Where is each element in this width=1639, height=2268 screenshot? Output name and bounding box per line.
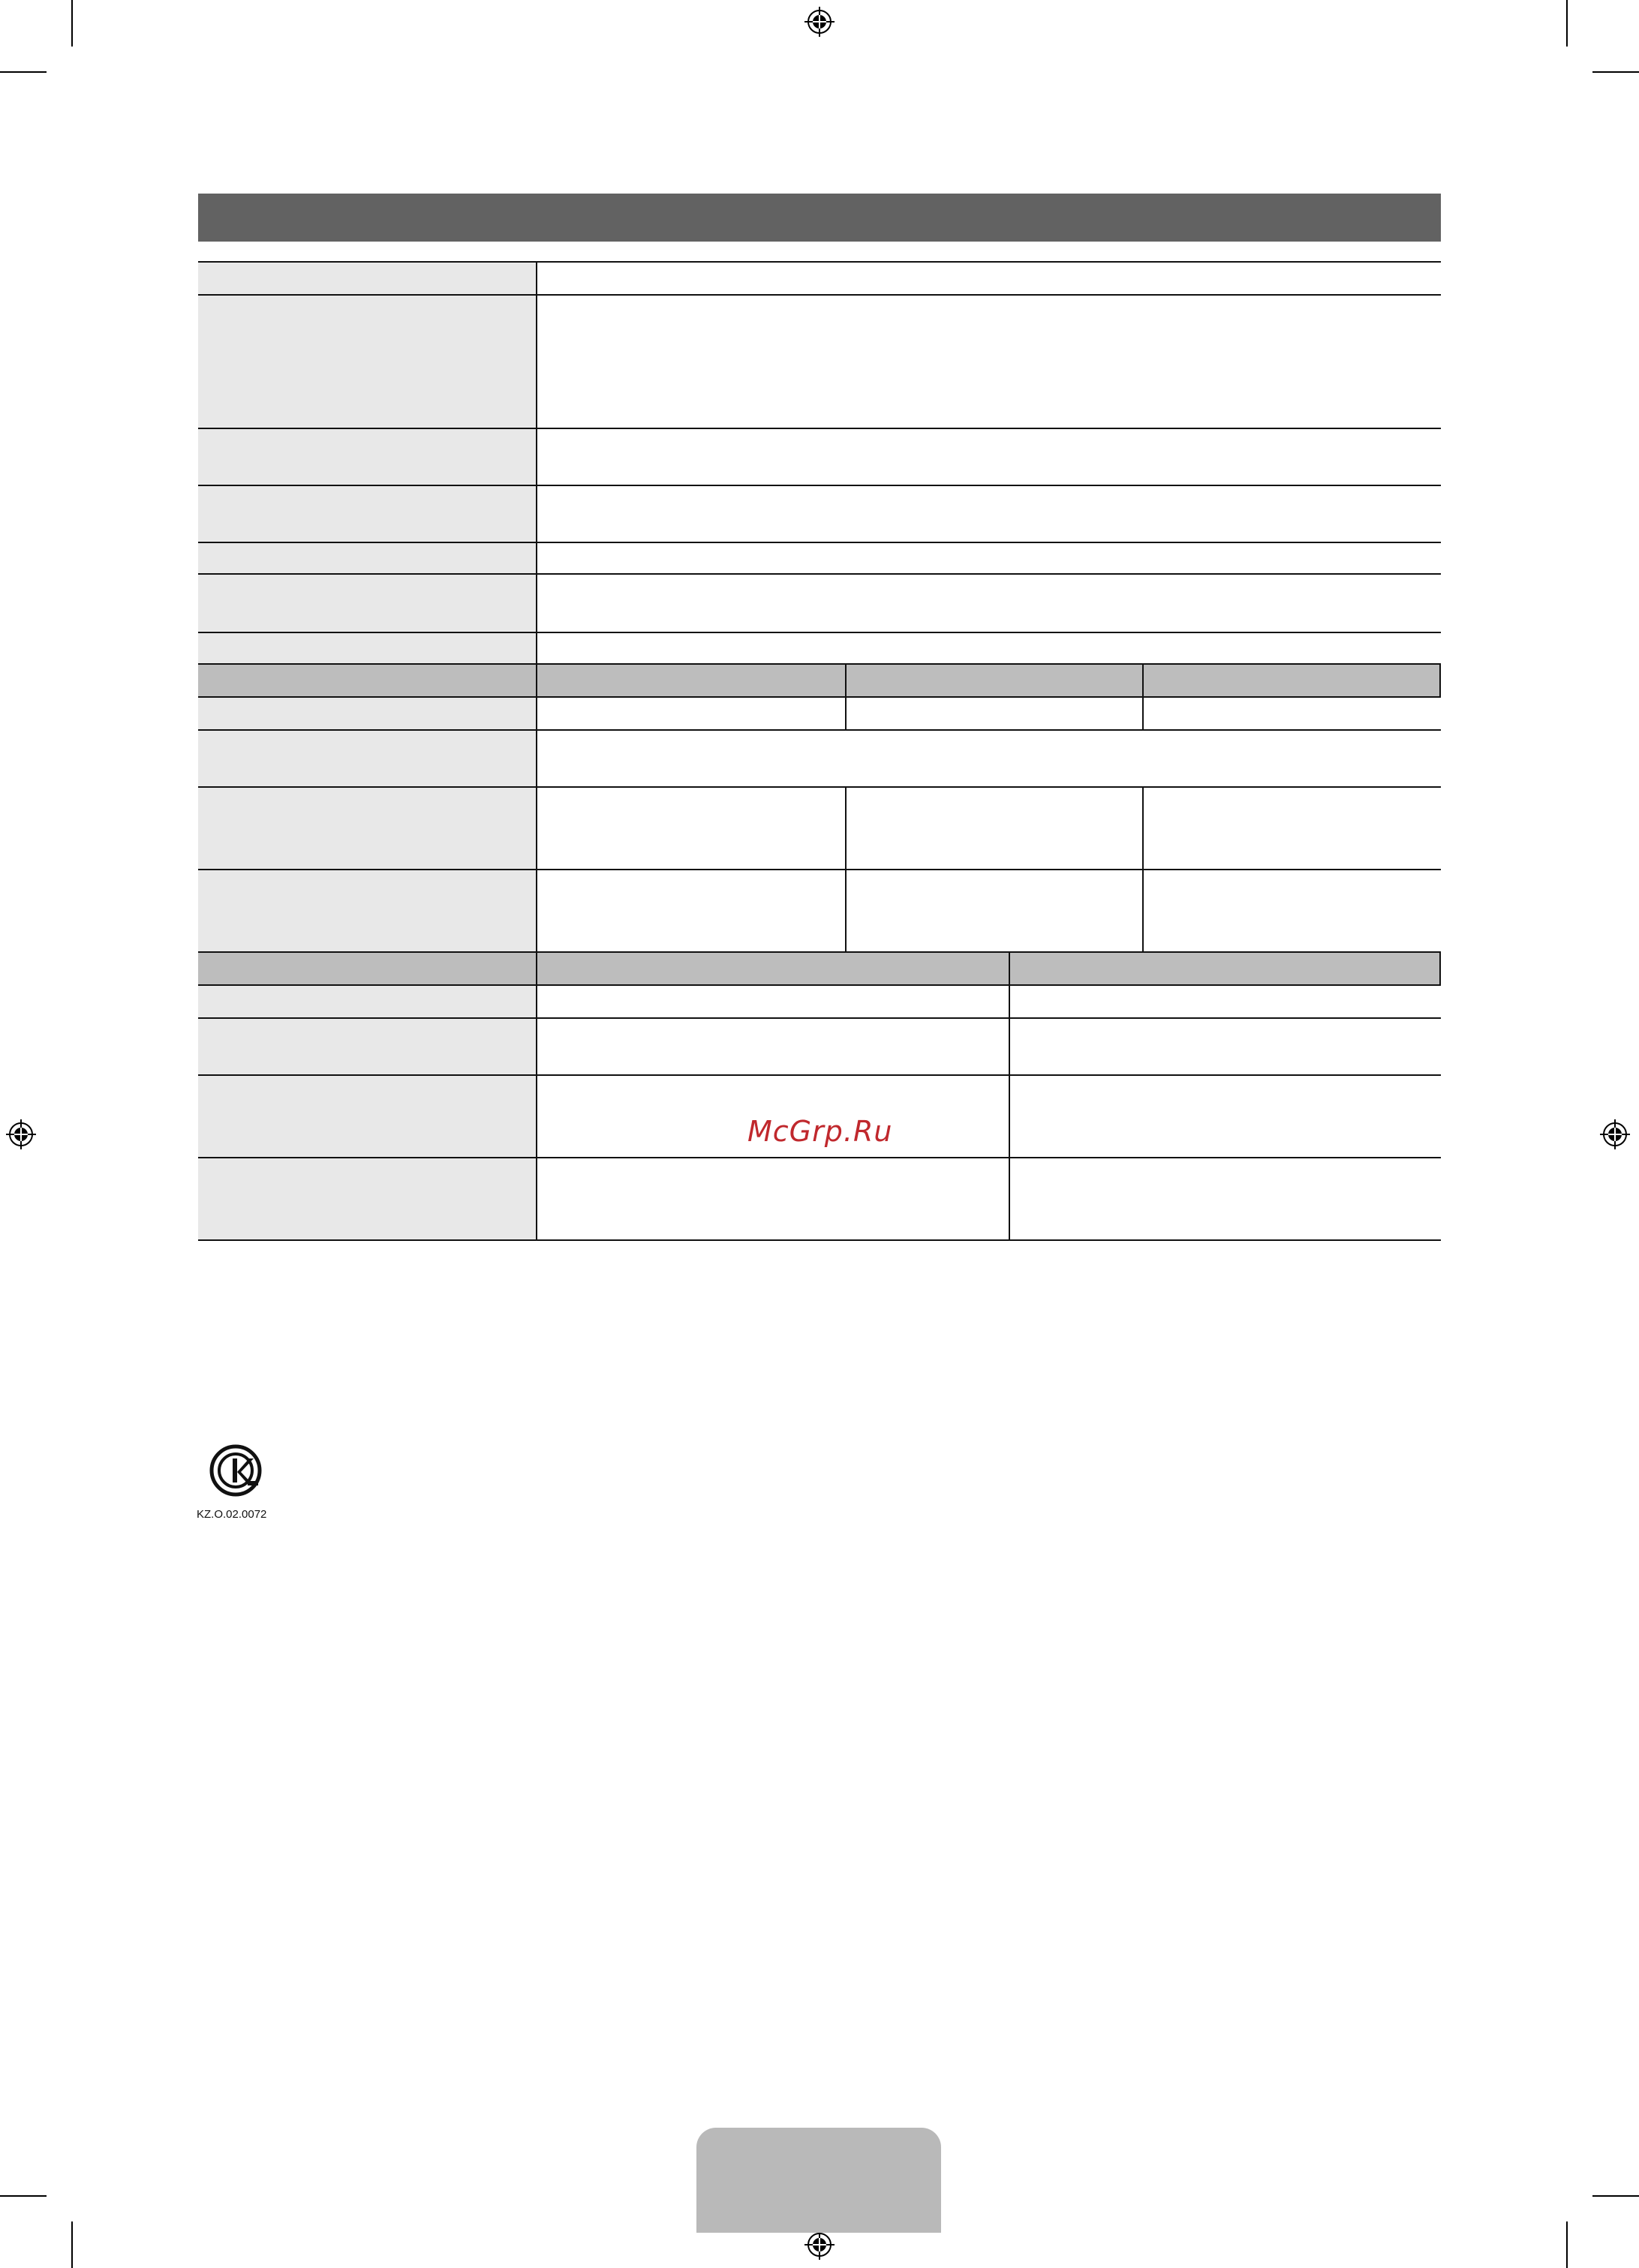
row-label-cell	[198, 263, 536, 294]
crop-mark	[71, 0, 73, 47]
table-row	[198, 1019, 1441, 1074]
table-column-divider	[1009, 951, 1010, 1241]
table-subheader	[198, 953, 1441, 984]
table-row	[198, 543, 1441, 573]
row-label-cell	[198, 543, 536, 573]
crop-mark	[0, 2195, 47, 2197]
row-label-cell	[198, 575, 536, 632]
table-rule	[198, 1017, 1441, 1019]
registration-mark-icon	[6, 1119, 36, 1149]
table-rule	[198, 1074, 1441, 1076]
table-row	[198, 429, 1441, 485]
table-column-divider	[1439, 951, 1441, 986]
table-column-divider	[1142, 663, 1144, 731]
crop-mark	[1592, 2195, 1639, 2197]
registration-mark-icon	[804, 2230, 835, 2260]
table-rule	[198, 951, 1441, 953]
watermark-text: McGrp.Ru	[747, 1115, 893, 1148]
table-rule	[198, 632, 1441, 633]
table-row	[198, 986, 1441, 1017]
table-row	[198, 698, 1441, 729]
kz-conformity-mark-icon	[209, 1442, 266, 1499]
table-rule	[198, 485, 1441, 486]
row-label-cell	[198, 1076, 536, 1157]
table-rule	[198, 1239, 1441, 1241]
table-row	[198, 788, 1441, 869]
table-column-divider	[1142, 786, 1144, 953]
table-rule	[198, 294, 1441, 296]
table-row	[198, 296, 1441, 428]
table-rule	[198, 261, 1441, 263]
specifications-header-bar	[198, 194, 1441, 242]
registration-mark-icon	[804, 7, 835, 37]
page-number-tab	[696, 2128, 941, 2233]
row-label-cell	[198, 1158, 536, 1239]
crop-mark	[1592, 71, 1639, 73]
table-rule	[198, 696, 1441, 698]
table-rule	[198, 1157, 1441, 1158]
row-label-cell	[198, 698, 536, 729]
row-label-cell	[198, 296, 536, 428]
row-label-cell	[198, 788, 536, 869]
table-rule	[198, 786, 1441, 788]
specifications-table	[198, 261, 1441, 1244]
table-row	[198, 486, 1441, 542]
certification-code: KZ.O.02.0072	[197, 1508, 267, 1521]
table-row	[198, 575, 1441, 632]
row-label-cell	[198, 633, 536, 663]
table-rule	[198, 542, 1441, 543]
row-label-cell	[198, 429, 536, 485]
table-column-divider	[845, 663, 847, 731]
table-rule	[198, 729, 1441, 731]
row-label-cell	[198, 486, 536, 542]
crop-mark	[1566, 0, 1568, 47]
row-label-cell	[198, 986, 536, 1017]
row-label-cell	[198, 1019, 536, 1074]
table-column-divider	[845, 786, 847, 953]
table-row	[198, 1158, 1441, 1239]
crop-mark	[71, 2221, 73, 2268]
row-label-cell	[198, 731, 536, 786]
crop-mark	[1566, 2221, 1568, 2268]
table-column-divider	[1439, 663, 1441, 698]
table-rule	[198, 984, 1441, 986]
table-rule	[198, 428, 1441, 429]
table-row	[198, 263, 1441, 294]
row-label-cell	[198, 870, 536, 951]
table-rule	[198, 573, 1441, 575]
table-subheader	[198, 665, 1441, 696]
table-row	[198, 870, 1441, 951]
registration-mark-icon	[1600, 1119, 1630, 1149]
table-rule	[198, 663, 1441, 665]
table-row	[198, 633, 1441, 663]
table-rule	[198, 869, 1441, 870]
crop-mark	[0, 71, 47, 73]
table-column-divider	[536, 261, 537, 1241]
table-row	[198, 731, 1441, 786]
